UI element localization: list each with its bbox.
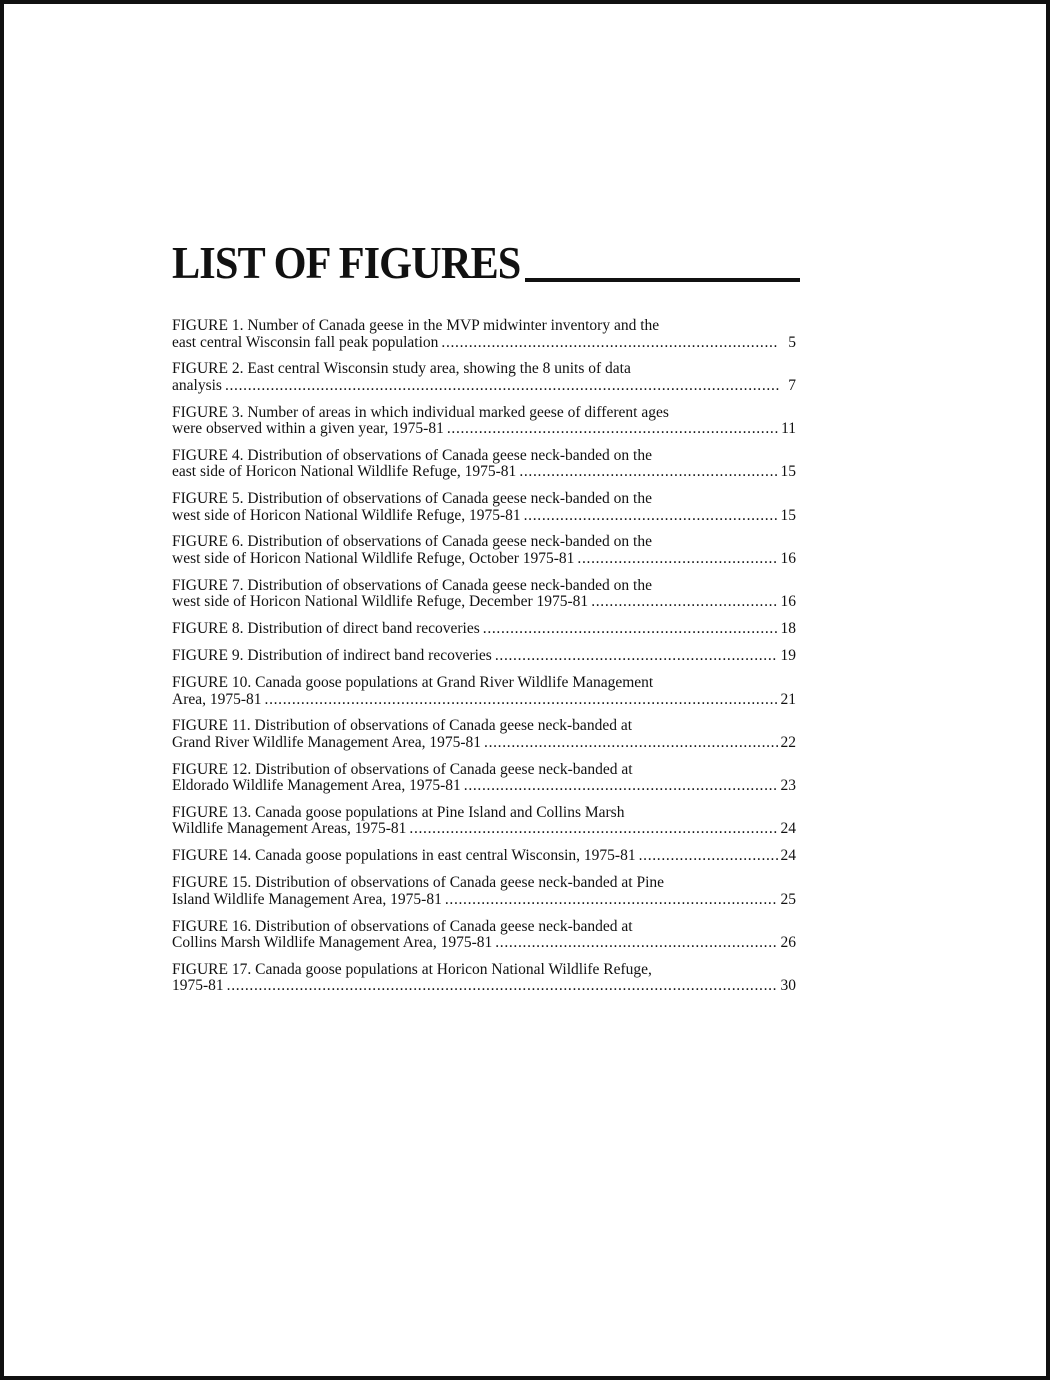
figure-entry-text: Eldorado Wildlife Management Area, 1975-81 [172, 777, 461, 795]
figure-entry-last-line [172, 848, 796, 865]
figure-entry-text: were observed within a given year, 1975-81 [172, 420, 444, 438]
figure-entry[interactable] [172, 318, 796, 351]
page-number: 22 [780, 733, 796, 751]
dot-leader [483, 621, 778, 638]
dot-leader [409, 821, 777, 838]
figure-entry-text: east side of Horicon National Wildlife Refuge, 1975-81 [172, 463, 517, 481]
page-number: 15 [780, 506, 796, 524]
dot-leader [441, 335, 779, 352]
dot-leader [225, 378, 779, 395]
figure-entry-text: FIGURE 9. Distribution of indirect band recoveries [172, 647, 492, 665]
page-number: 16 [780, 549, 796, 567]
dot-leader [447, 421, 778, 438]
page-border-right [1046, 0, 1050, 1380]
dot-leader [524, 508, 778, 525]
page-border-top [0, 0, 1050, 4]
figure-entry-last-line [172, 464, 796, 481]
figure-entry[interactable] [172, 762, 796, 795]
figure-entry[interactable] [172, 848, 796, 865]
figure-entry-text: FIGURE 17. Canada goose populations at Horicon National Wildlife Refuge, [172, 961, 652, 978]
page-border-left [0, 0, 4, 1380]
figure-entry-text: FIGURE 4. Distribution of observations of Canada geese neck-banded on the [172, 447, 652, 464]
page-number: 16 [780, 593, 796, 611]
figure-entry-text: west side of Horicon National Wildlife Refuge, 1975-81 [172, 506, 521, 524]
figure-entry[interactable] [172, 919, 796, 952]
dot-leader [591, 594, 777, 611]
figure-entry[interactable] [172, 361, 796, 394]
figure-entry-text: FIGURE 15. Distribution of observations of Canada geese neck-banded at Pine [172, 875, 665, 892]
figure-entry-text: 1975-81 [172, 977, 224, 995]
heading-title: LIST OF FIGURES [172, 237, 521, 288]
page-number: 11 [781, 420, 796, 438]
figure-entry-last-line [172, 421, 796, 438]
figure-entry-text: west side of Horicon National Wildlife Refuge, October 1975-81 [172, 549, 575, 567]
figure-entry-last-line [172, 978, 796, 995]
dot-leader [265, 692, 778, 709]
figure-entry[interactable] [172, 534, 796, 567]
figure-entry-last-line [172, 621, 796, 638]
figure-entry[interactable] [172, 405, 796, 438]
section-heading [172, 237, 800, 288]
figure-entry-text: Collins Marsh Wildlife Management Area, 1975-81 [172, 934, 493, 952]
dot-leader [464, 778, 778, 795]
dot-leader [484, 735, 777, 752]
figure-entry-text: west side of Horicon National Wildlife Refuge, December 1975-81 [172, 593, 589, 611]
figure-entry-text: analysis [172, 376, 222, 394]
figure-entry-last-line [172, 892, 796, 909]
page-number: 26 [780, 934, 796, 952]
figure-entry-text: FIGURE 5. Distribution of observations of Canada geese neck-banded on the [172, 491, 652, 508]
figure-entry-text: FIGURE 6. Distribution of observations of Canada geese neck-banded on the [172, 534, 652, 551]
figure-entry-text: Area, 1975-81 [172, 690, 262, 708]
figure-entry[interactable] [172, 621, 796, 638]
page-number: 24 [780, 820, 796, 838]
page-number: 15 [780, 463, 796, 481]
figure-entry-last-line [172, 778, 796, 795]
figure-entry-text: FIGURE 8. Distribution of direct band recoveries [172, 620, 480, 638]
dot-leader [495, 648, 778, 665]
figure-entry-text: east central Wisconsin fall peak population [172, 333, 439, 351]
heading-rule [525, 278, 800, 282]
figure-entry-text: FIGURE 12. Distribution of observations of Canada geese neck-banded at [172, 761, 633, 778]
page-number: 19 [780, 647, 796, 665]
page-border-bottom [0, 1376, 1050, 1380]
figure-entry[interactable] [172, 962, 796, 995]
figure-entry[interactable] [172, 491, 796, 524]
dot-leader [495, 935, 777, 952]
figure-entry-text: FIGURE 10. Canada goose populations at Grand River Wildlife Management [172, 675, 654, 692]
dot-leader [519, 464, 777, 481]
figure-entry[interactable] [172, 875, 796, 908]
figure-entry[interactable] [172, 718, 796, 751]
figure-entry[interactable] [172, 675, 796, 708]
figure-entry-last-line [172, 551, 796, 568]
dot-leader [639, 848, 778, 865]
figure-entry[interactable] [172, 805, 796, 838]
figure-entry-last-line [172, 735, 796, 752]
figure-entry-last-line [172, 935, 796, 952]
page-number: 5 [788, 333, 796, 351]
figure-entry-last-line [172, 692, 796, 709]
page-number: 23 [780, 777, 796, 795]
figure-entry-last-line [172, 508, 796, 525]
figure-entry-text: FIGURE 14. Canada goose populations in east central Wisconsin, 1975-81 [172, 847, 636, 865]
figure-entry[interactable] [172, 448, 796, 481]
figure-entry-text: FIGURE 7. Distribution of observations of Canada geese neck-banded on the [172, 577, 652, 594]
figure-list [172, 318, 796, 1005]
figure-entry-last-line [172, 821, 796, 838]
page-number: 25 [780, 890, 796, 908]
figure-entry-text: FIGURE 3. Number of areas in which individual marked geese of different ages [172, 404, 669, 421]
figure-entry[interactable] [172, 578, 796, 611]
figure-entry-text: FIGURE 11. Distribution of observations of Canada geese neck-banded at [172, 718, 633, 735]
figure-entry-last-line [172, 648, 796, 665]
figure-entry[interactable] [172, 648, 796, 665]
figure-entry-last-line [172, 335, 796, 352]
figure-entry-text: FIGURE 2. East central Wisconsin study area, showing the 8 units of data [172, 361, 631, 378]
figure-entry-text: FIGURE 13. Canada goose populations at Pine Island and Collins Marsh [172, 804, 625, 821]
dot-leader [445, 892, 778, 909]
figure-entry-text: Island Wildlife Management Area, 1975-81 [172, 890, 442, 908]
figure-entry-text: FIGURE 16. Distribution of observations of Canada geese neck-banded at [172, 918, 633, 935]
page-number: 18 [780, 620, 796, 638]
figure-entry-text: Grand River Wildlife Management Area, 1975-81 [172, 733, 482, 751]
page-number: 30 [780, 977, 796, 995]
figure-entry-text: Wildlife Management Areas, 1975-81 [172, 820, 407, 838]
page-number: 21 [780, 690, 796, 708]
figure-entry-last-line [172, 594, 796, 611]
figure-entry-last-line [172, 378, 796, 395]
page-number: 7 [788, 376, 796, 394]
page-number: 24 [780, 847, 796, 865]
figure-entry-text: FIGURE 1. Number of Canada geese in the MVP midwinter inventory and the [172, 318, 660, 334]
dot-leader [577, 551, 777, 568]
dot-leader [227, 978, 778, 995]
